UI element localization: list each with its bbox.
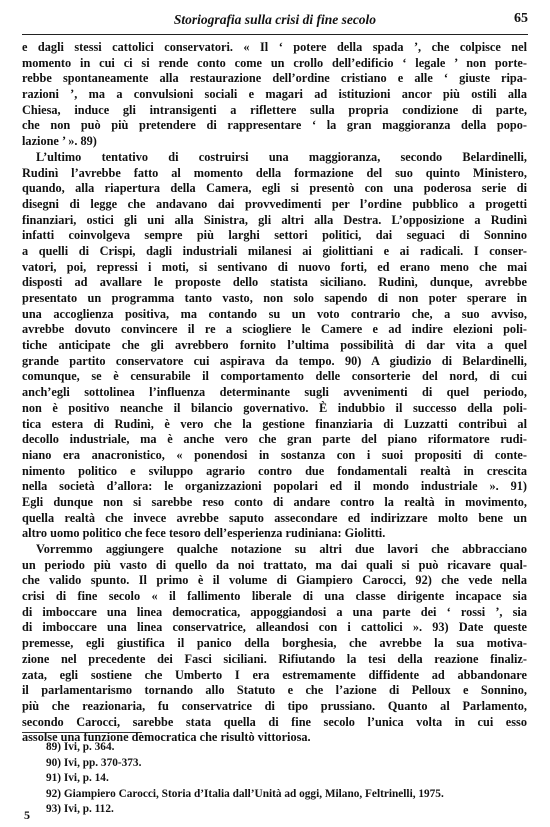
text-line: grande partito conservatore cui aspirava da tempo. 90) A giudizio di Belardinelli, (22, 353, 527, 368)
body-text (22, 40, 527, 746)
text-line: una accoglienza positiva, ma contando su un voto contrario che, a suo avviso, (22, 306, 527, 321)
text-line: crisi di fine secolo « il fallimento liberale di una classe dirigente incapace sia (22, 589, 527, 604)
text-line: secondo Carocci, sarebbe stata quella di fine secolo l’unica volta in cui esso (22, 714, 527, 729)
paragraph (22, 150, 527, 542)
text-line: L’ultimo tentativo di costruirsi una maggioranza, secondo Belardinelli, (36, 149, 527, 164)
footnote: 90) Ivi, pp. 370-373. (46, 756, 142, 769)
page-header (22, 8, 528, 35)
text-line: tica estera di Rudinì, è vero che la gestione finanziaria di Luzzatti contribuì al (22, 416, 527, 431)
text-line: a quelli di Crispi, dagli industriali milanesi ai giolittiani e ai radicali. I conser- (22, 243, 527, 258)
text-line: disposti ad avallare le proposte dello statista siciliano. Rudinì, dunque, avrebbe (22, 275, 527, 290)
text-line: un periodo più vasto di quello da noi trattato, ma dai quali si può ricavare qual- (22, 557, 527, 572)
text-line: presentato un programma tanto vasto, non solo sapendo di non poter sperare in (22, 291, 527, 305)
text-line: non è positivo neanche il bilancio governativo. È indubbio il successo della poli- (22, 400, 527, 415)
text-line: Vorremmo aggiungere qualche notazione su altri due lavori che abbracciano (36, 542, 527, 556)
page-number: 65 (514, 11, 528, 26)
footnotes (46, 740, 526, 818)
text-line: di imboccare una linea conservatrice, alleandosi con i cattolici ». 93) Date queste (22, 620, 527, 635)
footnote: 89) Ivi, p. 364. (46, 741, 115, 753)
running-title: Storiografia sulla crisi di fine secolo (173, 12, 377, 27)
text-line: altro uomo politico che fece tesoro dell’esperienza rudiniana: Giolitti. (22, 526, 386, 541)
text-line: nimento politico e sviluppo agrario contro due fondamentali realtà in crescita (22, 463, 527, 478)
text-line: premesse, egli giustifica il panico della borghesia, che avrebbe la sua motiva- (22, 636, 527, 651)
text-line: zata, egli sostiene che Umberto I era estremamente diffidente ad abbandonare (22, 667, 527, 682)
text-line: razioni ’, ma a convulsioni sociali e magari ad istituzioni ancor più ostili alla (22, 87, 527, 102)
text-line: disegni di legge che andavano dai provvedimenti per l’ordine pubblico a progetti (22, 196, 527, 211)
text-line: assolse una funzione democratica che risultò vittoriosa. (22, 730, 311, 745)
text-line: avrebbe dovuto convincere il re a sciogliere le Camere e ad indire elezioni poli- (22, 322, 527, 337)
text-line: di imboccare una linea democratica, appoggiandosi a una parte dei ‘ rossi ’, sia (22, 604, 527, 619)
text-line: lazione ’ ». 89) (22, 134, 97, 149)
text-line: che valido spunto. Il primo è il volume di Giampiero Carocci, 92) che vede nella (22, 573, 527, 588)
text-line: tiche anticipate che gli avrebbero fornito l’ultima possibilità di dar vita a quel (22, 338, 527, 353)
text-line: che non può più pretendere di rappresentare ‘ la gran maggioranza della popo- (22, 118, 527, 133)
text-line: decollo industriale, ma è anche vero che gran parte del piano riformatore rudi- (22, 432, 527, 447)
footnote-rule (22, 732, 142, 733)
text-line: il parlamentarismo tornando allo Statuto e che l’azione di Pelloux e Sonnino, (22, 683, 527, 698)
signature-mark: 5 (24, 808, 30, 822)
text-line: Rudinì l’avrebbe fatto al momento della formazione del suo quinto Ministero, (22, 165, 527, 180)
paragraph (22, 40, 527, 150)
text-line: momento in cui ci si rende conto come un crollo dell’edificio ‘ legale ’ non porte- (22, 55, 527, 70)
footnote: 92) Giampiero Carocci, Storia d’Italia dall’Unità ad oggi, Milano, Feltrinelli, 1975. (46, 787, 444, 800)
footnote: 93) Ivi, p. 112. (46, 803, 114, 815)
text-line: e dagli stessi cattolici conservatori. « Il ‘ potere della spada ’, che colpisce nel (22, 40, 527, 54)
text-line: quando, alla riapertura della Camera, egli si presentò con una poderosa serie di (22, 181, 527, 196)
text-line: Chiesa, induce gli intransigenti a riflettere sulla propria condizione di parte, (22, 102, 527, 117)
text-line: Egli dunque non si sarebbe reso conto di andare contro la realtà in movimento, (22, 494, 527, 509)
text-line: quella realtà che invece avrebbe saputo assecondare ed indirizzare molto bene un (22, 510, 527, 525)
footnote: 91) Ivi, p. 14. (46, 772, 109, 784)
text-line: anch’egli sottolinea l’influenza determinante sugli avvenimenti di quel periodo, (22, 385, 527, 400)
text-line: vatori, poi, repressi i moti, si sentivano di nuovo forti, ed erano meno che mai (22, 259, 527, 274)
text-line: nella società d’allora: le organizzazioni popolari ed il mondo industriale ». 91) (22, 479, 527, 494)
text-line: zione nel precedente dei Fasci siciliani. Rifiutando la tesi della reazione finaliz- (22, 651, 527, 666)
text-line: comunque, se è censurabile il comportamento delle consorterie del nord, di cui (22, 369, 527, 384)
paragraph (22, 542, 527, 746)
text-line: niano era anacronistico, « ponendosi in sostanza con i suoi propositi di conte- (22, 447, 527, 462)
text-line: finanziari, ostici gli uni alla Sinistra, gli altri alla Destra. L’opposizione a Rudinì (22, 212, 527, 227)
text-line: più che reazionaria, fu conservatrice di tipo prussiano. Quanto al Parlamento, (22, 698, 527, 713)
text-line: infatti coinvolgeva sempre più larghi settori politici, dai seguaci di Sonnino (22, 228, 527, 243)
text-line: rebbe spontaneamente alla restaurazione dell’ordine cristiano e alle ‘ giuste ripa- (22, 71, 527, 86)
